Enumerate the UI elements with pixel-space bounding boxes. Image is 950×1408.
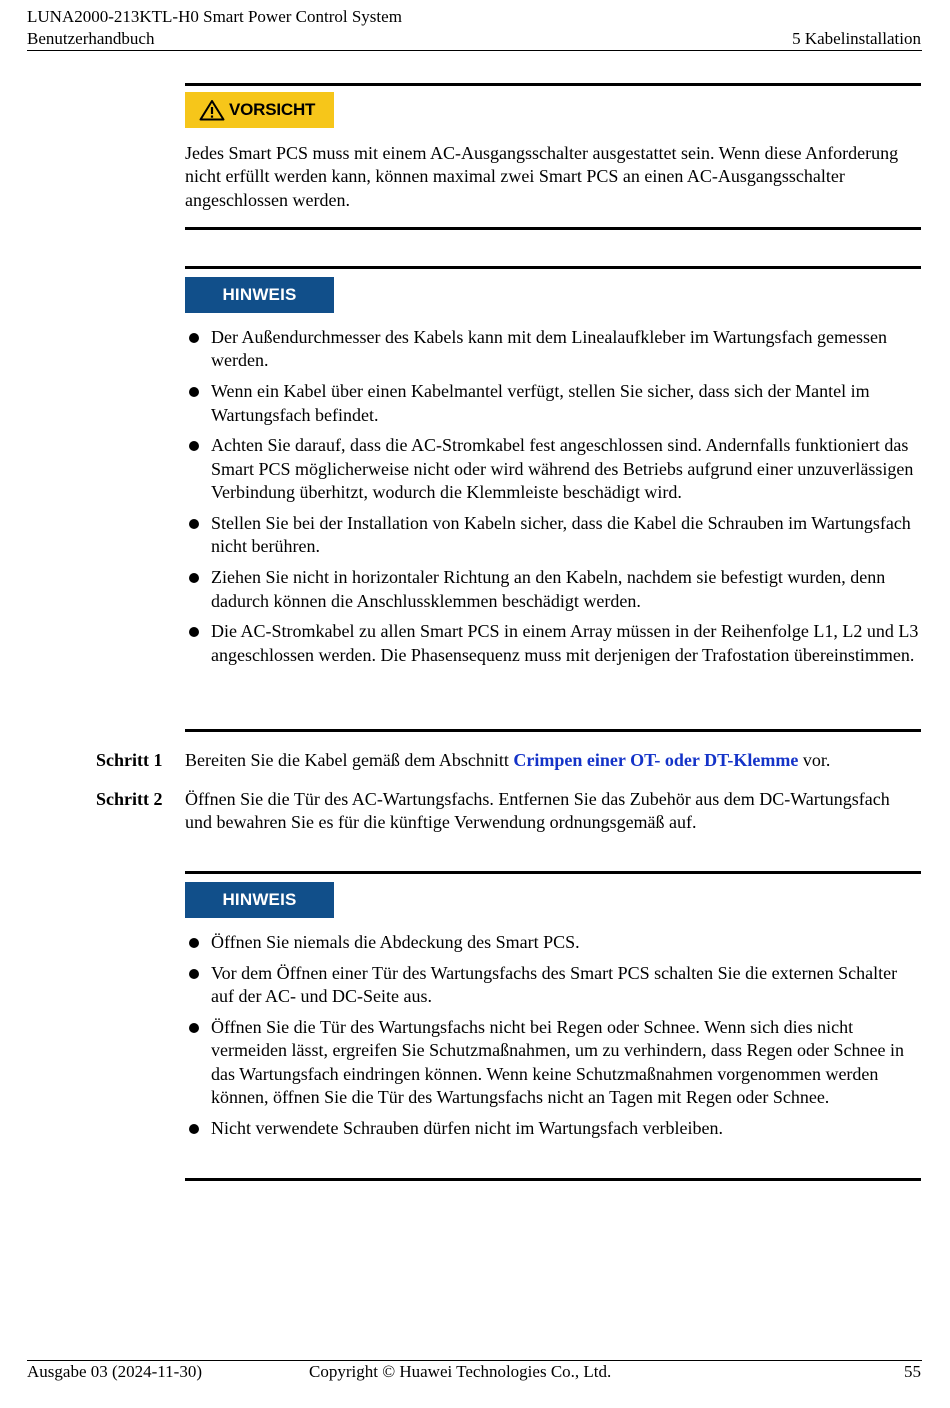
caution-label: VORSICHT xyxy=(229,100,316,119)
bullet-icon xyxy=(189,969,199,979)
notice1-list xyxy=(185,326,921,675)
bullet-icon xyxy=(189,333,199,343)
document-title: LUNA2000-213KTL-H0 Smart Power Control System xyxy=(27,7,402,26)
list-item-text: Achten Sie darauf, dass die AC-Stromkabel fest angeschlossen sind. Andernfalls funktioniert das Smart PCS möglicherweise nicht oder wird während des Betriebs aufgrund einer unzuverlässigen Verbindung überhitzt, wodurch die Klemmleiste beschädigt wird. xyxy=(211,435,914,503)
list-item-text: Wenn ein Kabel über einen Kabelmantel verfügt, stellen Sie sicher, dass sich der Mantel im Wartungsfach befindet. xyxy=(211,381,870,425)
list-item xyxy=(185,620,921,667)
list-item-text: Öffnen Sie die Tür des Wartungsfachs nicht bei Regen oder Schnee. Wenn sich dies nicht vermeiden lässt, ergreifen Sie Schutzmaßnahmen, um zu verhindern, dass Regen oder Schnee in das Wartungsfach eindringen können. Wenn keine Schutzmaßnahmen vorgenommen werden können, öffnen Sie die Tür des Wartungsfachs nicht an Tagen mit Regen oder Schnee. xyxy=(211,1017,904,1108)
list-item xyxy=(185,1117,921,1140)
bullet-icon xyxy=(189,1023,199,1033)
list-item-text: Öffnen Sie niemals die Abdeckung des Smart PCS. xyxy=(211,932,580,952)
warning-triangle-icon xyxy=(199,99,225,121)
list-item xyxy=(185,326,921,373)
list-item-text: Die AC-Stromkabel zu allen Smart PCS in einem Array müssen in der Reihenfolge L1, L2 und L3 angeschlossen werden. Die Phasensequenz muss mit derjenigen der Trafostation übereinstimmen. xyxy=(211,621,919,665)
caution-badge xyxy=(185,92,334,128)
list-item xyxy=(185,380,921,427)
list-item-text: Stellen Sie bei der Installation von Kabeln sicher, dass die Kabel die Schrauben im Wartungsfach nicht berühren. xyxy=(211,513,911,557)
bullet-icon xyxy=(189,627,199,637)
bullet-icon xyxy=(189,387,199,397)
list-item xyxy=(185,512,921,559)
issue-info: Ausgabe 03 (2024-11-30) xyxy=(27,1362,202,1381)
manual-name: Benutzerhandbuch xyxy=(27,29,155,48)
notice2-label: HINWEIS xyxy=(222,890,297,909)
bullet-icon xyxy=(189,573,199,583)
bullet-icon xyxy=(189,1124,199,1134)
step-2-text: Öffnen Sie die Tür des AC-Wartungsfachs. Entfernen Sie das Zubehör aus dem DC-Wartungsfach und bewahren Sie es für die künftige Verwendung ordnungsgemäß auf. xyxy=(185,789,890,833)
caution-text: Jedes Smart PCS muss mit einem AC-Ausgangsschalter ausgestattet sein. Wenn diese Anforderung nicht erfüllt werden kann, können maximal zwei Smart PCS an einen AC-Ausgangsschalter angeschlossen werden. xyxy=(185,143,899,210)
list-item-text: Ziehen Sie nicht in horizontaler Richtung an den Kabeln, nachdem sie befestigt wurden, denn dadurch können die Anschlussklemmen beschädigt werden. xyxy=(211,567,886,611)
notice2-list xyxy=(185,931,921,1148)
notice1-top-rule xyxy=(185,266,921,269)
list-item xyxy=(185,566,921,613)
bullet-icon xyxy=(189,938,199,948)
step-1-label: Schritt 1 xyxy=(96,750,163,770)
caution-bottom-rule xyxy=(185,227,921,230)
notice1-badge xyxy=(185,277,334,313)
caution-top-rule xyxy=(185,83,921,86)
step-1-text xyxy=(185,749,921,772)
crimping-section-link[interactable]: Crimpen einer OT- oder DT-Klemme xyxy=(513,750,799,770)
list-item xyxy=(185,1016,921,1110)
header-rule xyxy=(27,50,922,51)
step-1-text-after: vor. xyxy=(798,750,831,770)
chapter-title: 5 Kabelinstallation xyxy=(792,29,921,48)
list-item xyxy=(185,962,921,1009)
page-number: 55 xyxy=(904,1362,921,1381)
notice1-label: HINWEIS xyxy=(222,285,297,304)
notice2-bottom-rule xyxy=(185,1178,921,1181)
notice2-badge xyxy=(185,882,334,918)
list-item xyxy=(185,434,921,504)
list-item-text: Der Außendurchmesser des Kabels kann mit dem Linealaufkleber im Wartungsfach gemessen werden. xyxy=(211,327,888,371)
footer-rule xyxy=(27,1360,922,1361)
copyright: Copyright © Huawei Technologies Co., Ltd. xyxy=(309,1362,612,1381)
step-2-label: Schritt 2 xyxy=(96,789,163,809)
step-1-text-before: Bereiten Sie die Kabel gemäß dem Abschnitt xyxy=(185,750,514,770)
notice1-bottom-rule xyxy=(185,729,921,732)
list-item xyxy=(185,931,921,954)
list-item-text: Nicht verwendete Schrauben dürfen nicht im Wartungsfach verbleiben. xyxy=(211,1118,724,1139)
list-item-text: Vor dem Öffnen einer Tür des Wartungsfachs des Smart PCS schalten Sie die externen Schalter auf der AC- und DC-Seite aus. xyxy=(211,962,898,1007)
notice2-top-rule xyxy=(185,871,921,874)
bullet-icon xyxy=(189,519,199,529)
bullet-icon xyxy=(189,441,199,451)
